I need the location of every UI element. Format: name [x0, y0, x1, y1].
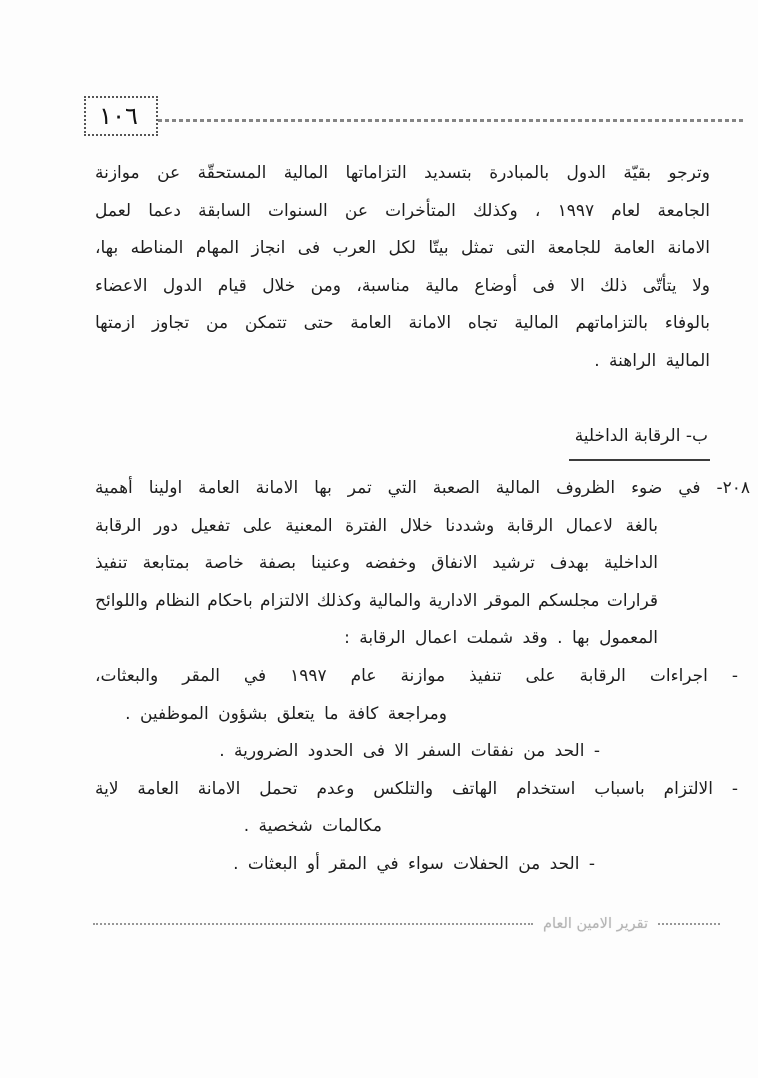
- paragraph-line: المعمول بها . وقد شملت اعمال الرقابة :: [344, 628, 658, 648]
- paragraph-line: الامانة العامة للجامعة التى تمثل بيتّا لكل العرب فى انجاز المهام المناطه بها،: [95, 238, 710, 258]
- footer: [93, 916, 720, 932]
- paragraph-line: وترجو بقيّة الدول بالمبادرة بتسديد التزاماتها المالية المستحقّة عن موازنة: [95, 163, 710, 183]
- header-dotted-rule: [158, 119, 746, 122]
- paragraph-line: الجامعة لعام ١٩٩٧ ، وكذلك المتأخرات عن السنوات السابقة دعما لعمل: [95, 200, 711, 221]
- list-item-line: - اجراءات الرقابة على تنفيذ موازنة عام ١٩٩٧ في المقر والبعثات،: [95, 666, 738, 686]
- list-item-line: مكالمات شخصية .: [243, 816, 382, 836]
- oversight-list: [95, 658, 738, 883]
- paragraph-208: [95, 470, 750, 658]
- section-heading: ب- الرقابة الداخلية: [569, 417, 710, 461]
- list-item: [95, 658, 738, 733]
- list-item: [95, 771, 738, 846]
- list-item-line: - الحد من نفقات السفر الا فى الحدود الضرورية .: [219, 741, 600, 761]
- list-item-line: - الحد من الحفلات سواء في المقر أو البعثات .: [233, 853, 595, 874]
- paragraph-line: ولا يتأتّى ذلك الا فى أوضاع مالية مناسبة، ومن خلال قيام الدول الاعضاء: [95, 275, 710, 296]
- paragraph-line: المالية الراهنة .: [594, 350, 710, 371]
- section-heading-row: [95, 417, 758, 461]
- paragraph-line: بالغة لاعمال الرقابة وشددنا خلال الفترة المعنية على تفعيل دور الرقابة: [95, 515, 658, 536]
- paragraph-line: الداخلية بهدف ترشيد الانفاق وخفضه وعنينا بصفة خاصة بمتابعة تنفيذ: [95, 553, 658, 573]
- page-number: ١٠٦: [99, 102, 138, 130]
- paragraph-line-text: في ضوء الظروف المالية الصعبة التي تمر بها الامانة العامة اولينا أهمية: [95, 478, 701, 498]
- paragraph-line: [95, 470, 750, 508]
- list-item: [95, 846, 710, 884]
- list-item-line: - الالتزام باسباب استخدام الهاتف والتلكس وعدم تحمل الامانة العامة لاية: [95, 778, 738, 799]
- footer-dotted-rule: [93, 923, 533, 925]
- footer-stamp-text: تقرير الامين العام: [543, 916, 648, 932]
- paragraph-number: ٢٠٨-: [716, 478, 750, 498]
- list-item-line: ومراجعة كافة ما يتعلق بشؤون الموظفين .: [125, 703, 447, 724]
- paragraph-line: بالوفاء بالتزاماتهم المالية تجاه الامانة العامة حتى تتمكن من تجاوز ازمتها: [95, 313, 710, 333]
- paragraph-line: قرارات مجلسكم الموقر الادارية والمالية وكذلك الالتزام باحكام النظام واللوائح: [95, 590, 658, 611]
- footer-dotted-rule: [658, 923, 720, 925]
- list-item: [95, 733, 710, 771]
- page-number-box: [84, 96, 158, 136]
- intro-paragraph: [95, 155, 710, 380]
